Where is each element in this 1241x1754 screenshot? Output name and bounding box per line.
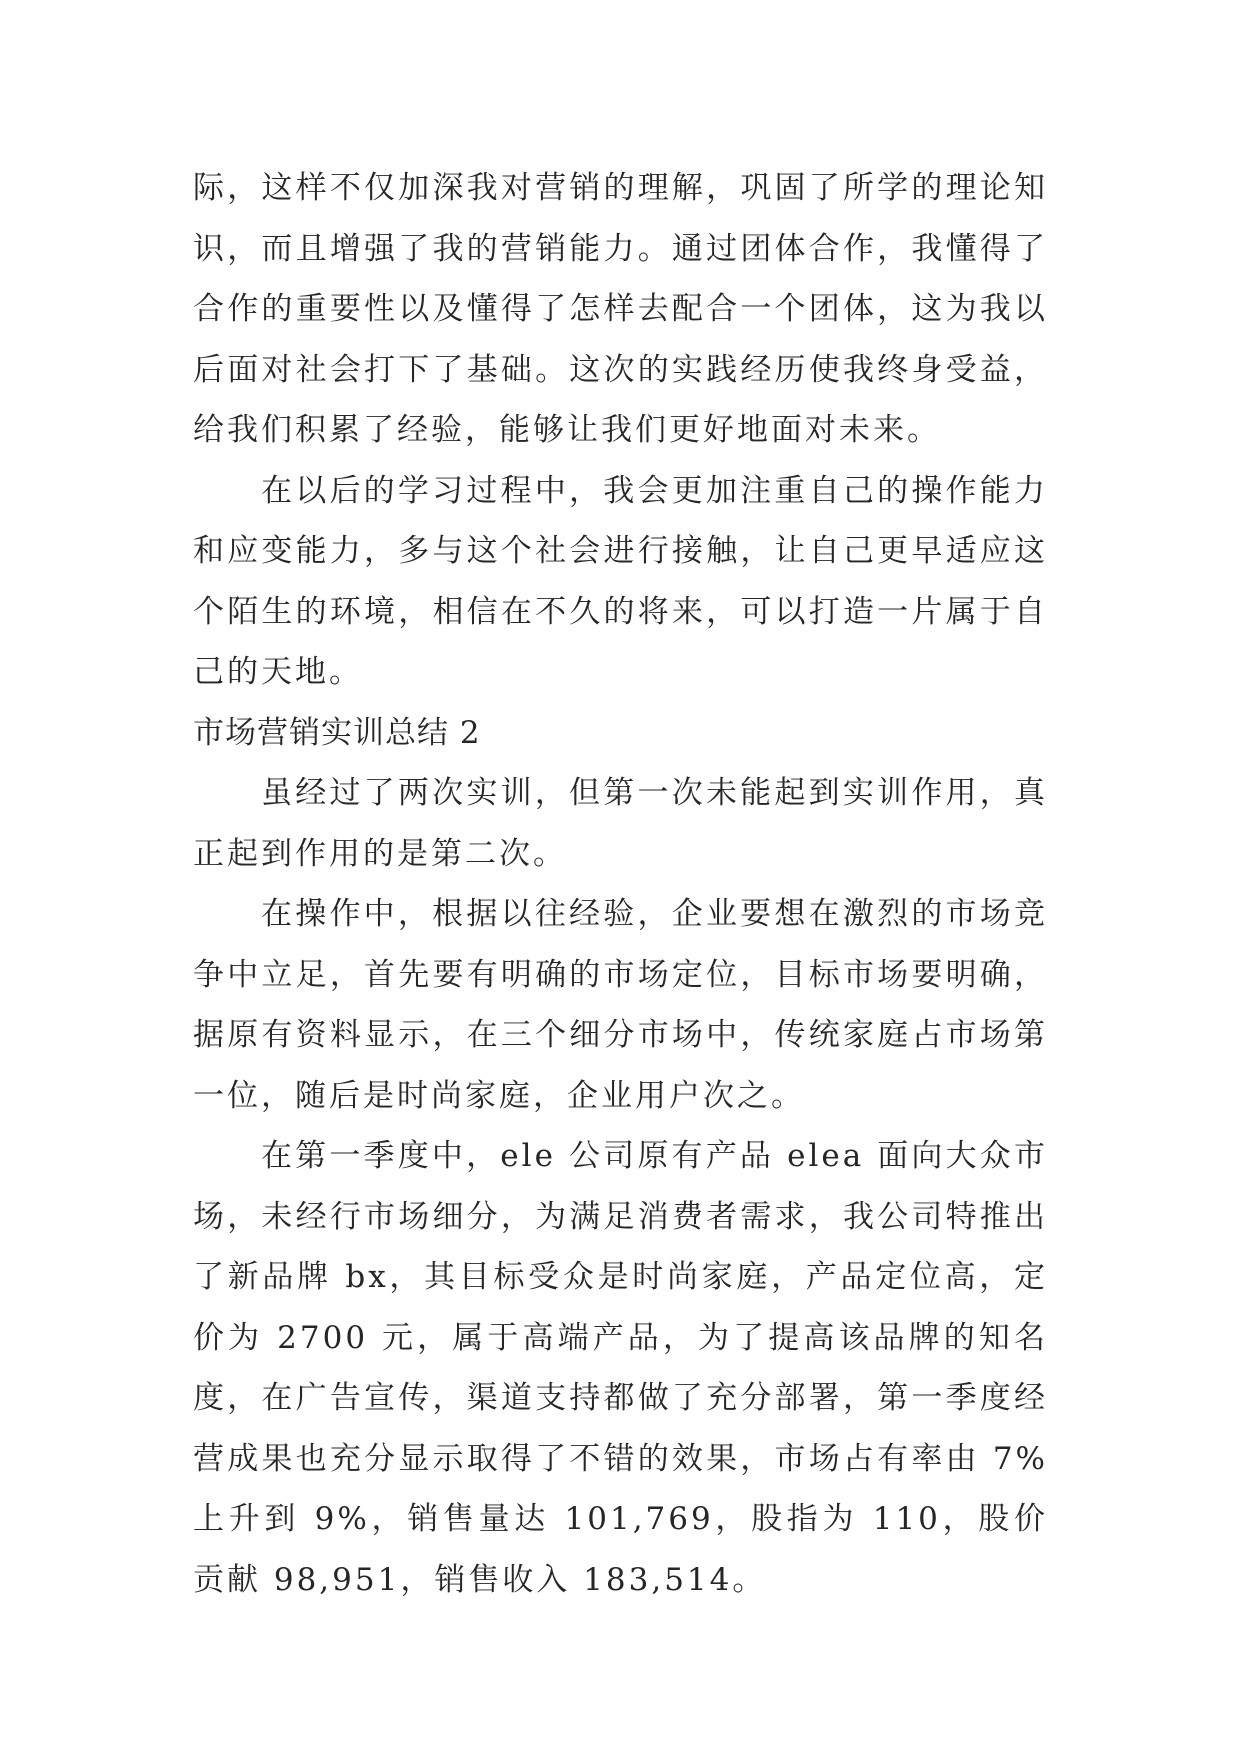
paragraph-market-positioning: 在操作中，根据以往经验，企业要想在激烈的市场竞争中立足，首先要有明确的市场定位，目标市场要明确，据原有资料显示，在三个细分市场中，传统家庭占市场第一位，随后是时尚家庭，企业用户次之。 xyxy=(193,896,1048,1114)
paragraph-first-quarter: 在第一季度中，ele 公司原有产品 elea 面向大众市场，未经行市场细分，为满足消费者需求，我公司特推出了新品牌 bx，其目标受众是时尚家庭，产品定位高，定价为 2700 元，属于高端产品，为了提高该品牌的知名度，在广告宣传，渠道支持都做了充分部署，第一季度经营成果也充分显示取得了不错的效果，市场占有率由 7%上升到 9%，销售量达 101,769，股指为 110，股价贡献 98,951，销售收入 183,514。 xyxy=(193,1138,1048,1598)
paragraph-future-plans: 在以后的学习过程中，我会更加注重自己的操作能力和应变能力，多与这个社会进行接触，让自己更早适应这个陌生的环境，相信在不久的将来，可以打造一片属于自己的天地。 xyxy=(193,472,1048,690)
section-heading: 市场营销实训总结 2 xyxy=(193,714,481,751)
paragraph-continuation: 际，这样不仅加深我对营销的理解，巩固了所学的理论知识，而且增强了我的营销能力。通过团体合作，我懂得了合作的重要性以及懂得了怎样去配合一个团体，这为我以后面对社会打下了基础。这次的实践经历使我终身受益，给我们积累了经验，能够让我们更好地面对未来。 xyxy=(193,170,1048,448)
document-body xyxy=(193,158,1048,1610)
paragraph-two-trainings: 虽经过了两次实训，但第一次未能起到实训作用，真正起到作用的是第二次。 xyxy=(193,775,1048,872)
